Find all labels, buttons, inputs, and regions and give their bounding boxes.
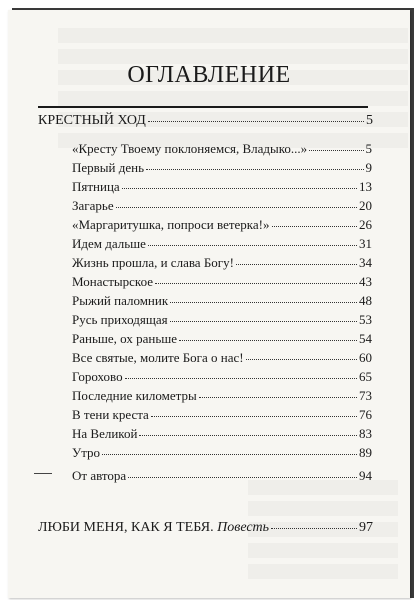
toc-leader-dots <box>170 302 357 303</box>
toc-page-number: 9 <box>365 160 372 175</box>
toc-entry-label: В тени креста <box>72 407 149 422</box>
toc-leader-dots <box>179 340 357 341</box>
toc-entry[interactable] <box>72 255 372 271</box>
toc-leader-dots <box>146 169 363 170</box>
toc-leader-dots <box>139 435 357 436</box>
toc-leader-dots <box>246 359 357 360</box>
toc-entry-afterword[interactable] <box>72 468 372 484</box>
toc-leader-dots <box>148 121 364 122</box>
toc-entry[interactable] <box>72 293 372 309</box>
section-subtitle: Повесть <box>217 520 270 535</box>
toc-section-krestny-khod[interactable] <box>38 113 373 129</box>
toc-leader-dots <box>199 397 357 398</box>
toc-leader-dots <box>151 416 357 417</box>
toc-leader-dots <box>155 283 357 284</box>
toc-entry-label: От автора <box>72 468 127 483</box>
toc-entry[interactable] <box>72 407 372 423</box>
toc-leader-dots <box>122 188 357 189</box>
toc-entry-label: Все святые, молите Бога о нас! <box>72 350 244 365</box>
toc-page-number: 97 <box>359 520 373 535</box>
toc-entry[interactable] <box>72 141 372 157</box>
toc-leader-dots <box>128 477 357 478</box>
toc-entry-label: Горохово <box>72 369 123 384</box>
toc-page-number: 31 <box>359 236 372 251</box>
toc-page-number: 89 <box>359 445 372 460</box>
toc-entry[interactable] <box>72 160 372 176</box>
toc-page-number: 76 <box>359 407 372 422</box>
section-title: ЛЮБИ МЕНЯ, КАК Я ТЕБЯ. <box>38 520 214 535</box>
toc-page-number: 94 <box>359 468 372 483</box>
toc-entry[interactable] <box>72 179 372 195</box>
toc-entry[interactable] <box>72 350 372 366</box>
toc-page-number: 5 <box>365 141 372 156</box>
page-title: ОГЛАВЛЕНИЕ <box>127 62 291 88</box>
table-of-contents <box>8 10 410 598</box>
toc-entry[interactable] <box>72 274 372 290</box>
toc-entry-label: Первый день <box>72 160 145 175</box>
toc-leader-dots <box>309 150 363 151</box>
toc-page-number: 13 <box>359 179 372 194</box>
toc-entry-label: «Кресту Твоему поклоняемся, Владыко...» <box>72 141 308 156</box>
toc-entry-label <box>38 520 269 536</box>
toc-entry-label: Утро <box>72 445 101 460</box>
toc-section-lyubi-menya[interactable] <box>38 520 373 536</box>
toc-page-number: 5 <box>366 113 373 128</box>
toc-page-number: 20 <box>359 198 372 213</box>
toc-page-number: 83 <box>359 426 372 441</box>
toc-leader-dots <box>148 245 357 246</box>
toc-entry-label: Рыжий паломник <box>72 293 169 308</box>
afterword-dash <box>34 473 52 474</box>
toc-page-number: 26 <box>359 217 372 232</box>
toc-leader-dots <box>116 207 357 208</box>
toc-entry-label: Последние километры <box>72 388 197 403</box>
toc-page-number: 65 <box>359 369 372 384</box>
toc-page-number: 54 <box>359 331 372 346</box>
toc-entry[interactable] <box>72 198 372 214</box>
toc-entry-label: КРЕСТНЫЙ ХОД <box>38 113 146 128</box>
toc-entry[interactable] <box>72 369 372 385</box>
toc-entry-label: «Маргаритушка, попроси ветерка!» <box>72 217 270 232</box>
toc-page-number: 60 <box>359 350 372 365</box>
toc-leader-dots <box>125 378 357 379</box>
toc-entry-label: Пятница <box>72 179 120 194</box>
toc-entry[interactable] <box>72 217 372 233</box>
toc-leader-dots <box>102 454 357 455</box>
toc-page-number: 53 <box>359 312 372 327</box>
toc-leader-dots <box>236 264 357 265</box>
toc-entry[interactable] <box>72 445 372 461</box>
toc-entry-label: Идем дальше <box>72 236 146 251</box>
toc-entry-label: Загарье <box>72 198 114 213</box>
toc-page-number: 34 <box>359 255 372 270</box>
toc-entry[interactable] <box>72 426 372 442</box>
toc-leader-dots <box>271 528 357 529</box>
toc-entry-label: На Великой <box>72 426 138 441</box>
toc-entry-label: Раньше, ох раньше <box>72 331 178 346</box>
toc-leader-dots <box>170 321 357 322</box>
toc-leader-dots <box>272 226 357 227</box>
toc-page-number: 48 <box>359 293 372 308</box>
toc-entry[interactable] <box>72 388 372 404</box>
toc-entry[interactable] <box>72 236 372 252</box>
toc-page-number: 43 <box>359 274 372 289</box>
toc-entry-label: Монастырское <box>72 274 154 289</box>
toc-entry[interactable] <box>72 312 372 328</box>
toc-entry-label: Жизнь прошла, и слава Богу! <box>72 255 234 270</box>
toc-entry[interactable] <box>72 331 372 347</box>
toc-page <box>8 10 410 598</box>
toc-entry-label: Русь приходящая <box>72 312 168 327</box>
toc-page-number: 73 <box>359 388 372 403</box>
